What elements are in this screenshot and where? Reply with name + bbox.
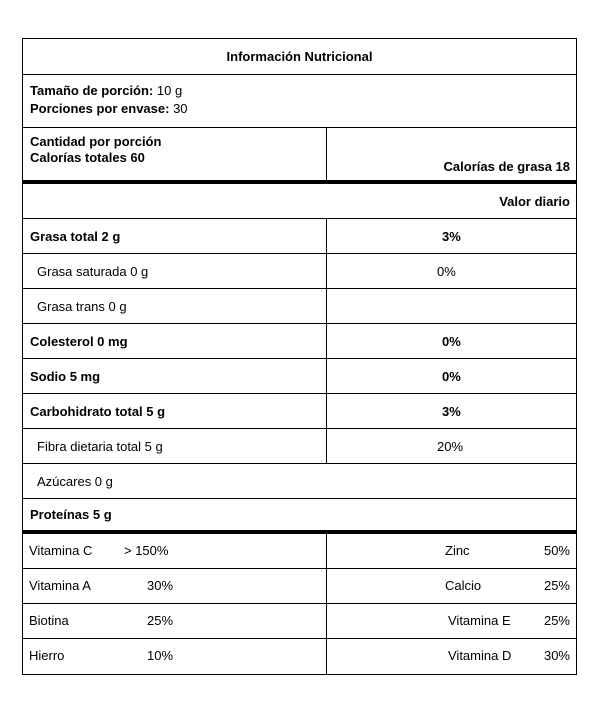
nutrient-row <box>23 464 576 499</box>
vitamin-row <box>23 569 576 604</box>
vitamin-row <box>23 534 576 569</box>
vitamin-pct: 25% <box>543 613 570 628</box>
daily-value-header: Valor diario <box>23 184 576 219</box>
vitamin-name: Hierro <box>29 648 65 663</box>
vitamin-name: Vitamina A <box>29 578 91 593</box>
nutrient-name: Carbohidrato total 5 g <box>23 394 327 428</box>
nutrient-dv: 3% <box>442 228 461 244</box>
vitamin-pct: 25% <box>147 613 174 628</box>
vitamin-pct: 30% <box>147 578 174 593</box>
vitamin-name: Biotina <box>29 613 69 628</box>
serving-info <box>23 75 576 128</box>
amount-per-serving-label: Cantidad por porción <box>30 134 162 149</box>
vitamin-name: Vitamina C <box>29 543 93 558</box>
vitamin-name: Vitamina E <box>448 613 511 628</box>
nutrient-name: Fibra dietaria total 5 g <box>23 429 327 463</box>
nutrient-name: Sodio 5 mg <box>23 359 327 393</box>
nutrient-dv: 0% <box>442 368 461 384</box>
nutrient-row <box>23 289 576 324</box>
vitamin-row <box>23 639 576 674</box>
vitamin-pct: 50% <box>543 543 570 558</box>
nutrient-row <box>23 499 576 534</box>
nutrient-row <box>23 254 576 289</box>
servings-per-container: Porciones por envase: 30 <box>30 101 188 116</box>
vitamin-name: Calcio <box>445 578 482 593</box>
vitamin-name: Zinc <box>445 543 470 558</box>
nutrient-name: Grasa trans 0 g <box>23 289 327 323</box>
calories-row <box>23 128 576 184</box>
nutrient-row <box>23 324 576 359</box>
nutrient-row <box>23 394 576 429</box>
calories-from-fat: Calorías de grasa 18 <box>443 159 570 174</box>
nutrient-row <box>23 219 576 254</box>
total-calories: Calorías totales 60 <box>30 150 145 165</box>
vitamin-pct: > 150% <box>124 543 169 558</box>
vitamin-row <box>23 604 576 639</box>
nutrient-name: Grasa total 2 g <box>23 219 327 253</box>
nutrient-dv: 0% <box>437 263 456 279</box>
nutrient-name: Proteínas 5 g <box>30 507 112 522</box>
nutrient-dv: 3% <box>442 403 461 419</box>
nutrient-dv <box>327 289 576 323</box>
nutrient-dv: 0% <box>442 333 461 349</box>
vitamin-name: Vitamina D <box>448 648 512 663</box>
nutrient-name: Grasa saturada 0 g <box>23 254 327 288</box>
vitamin-pct: 25% <box>543 578 570 593</box>
vitamin-pct: 30% <box>543 648 570 663</box>
nutrient-row <box>23 429 576 464</box>
serving-size: Tamaño de porción: 10 g <box>30 83 183 98</box>
nutrient-name: Colesterol 0 mg <box>23 324 327 358</box>
vitamin-pct: 10% <box>147 648 174 663</box>
nutrient-row <box>23 359 576 394</box>
nutrient-name: Azúcares 0 g <box>37 473 113 489</box>
nutrition-facts-label <box>22 38 577 675</box>
nutrient-dv: 20% <box>437 438 464 454</box>
label-title: Información Nutricional <box>23 39 576 75</box>
